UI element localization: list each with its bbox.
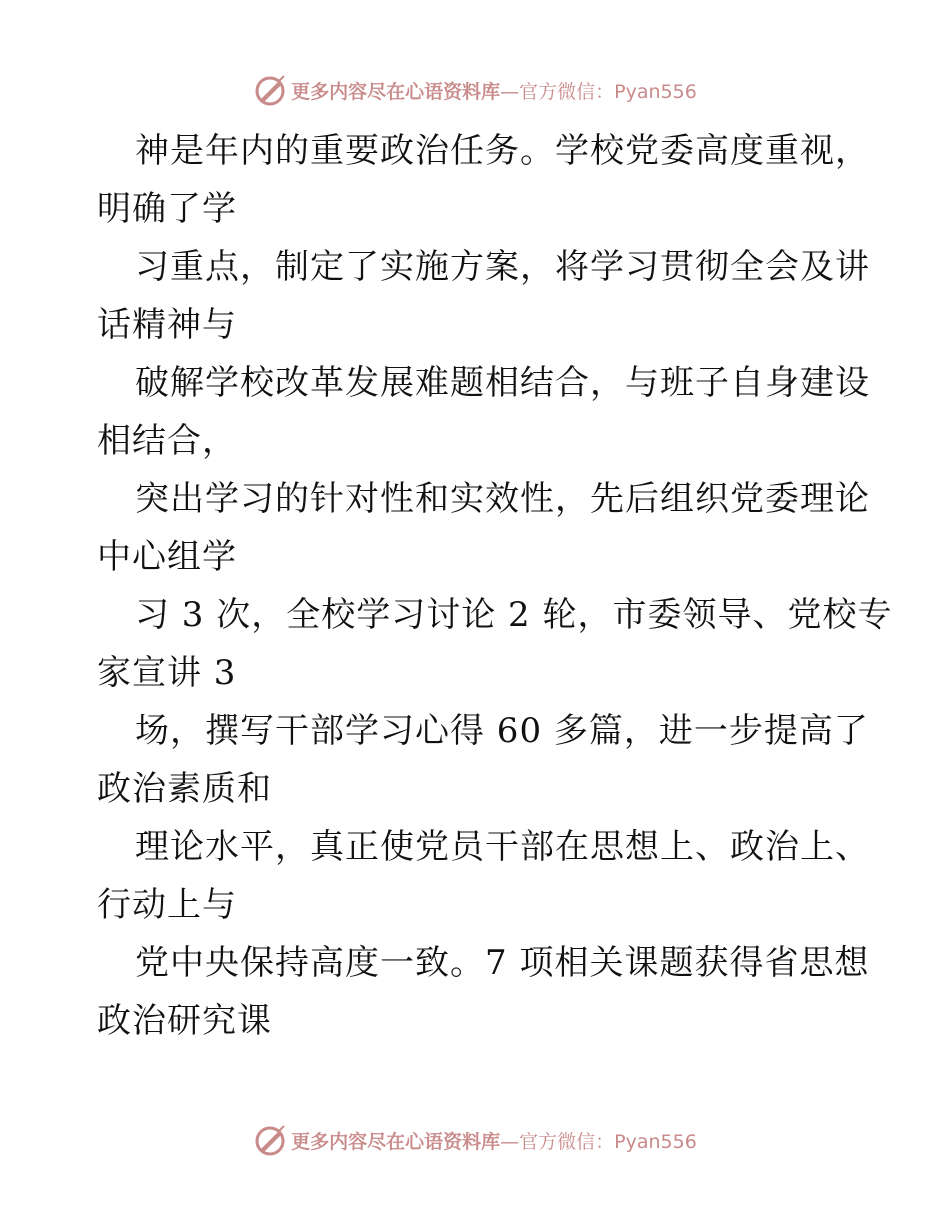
text-line: 场，撰写干部学习心得 60 多篇，进一步提高了 [135,711,869,751]
pen-logo-icon [253,73,287,107]
text-line: 习重点，制定了实施方案，将学习贯彻全会及讲 [135,247,870,287]
document-body [97,122,893,1050]
watermark-footer [0,1120,950,1160]
text-line: 党中央保持高度一致。7 项相关课题获得省思想 [135,943,870,983]
watermark-header [0,70,950,110]
text-line: 破解学校改革发展难题相结合，与班子自身建设 [135,363,870,403]
watermark-brand: 更多内容尽在心语资料库 [291,80,501,103]
text-line: 话精神与 [97,305,237,345]
text-line: 相结合， [97,421,237,461]
text-line: 行动上与 [97,885,237,925]
pen-logo-icon [253,1123,287,1157]
text-line: 理论水平，真正使党员干部在思想上、政治上、 [135,827,870,867]
text-line: 家宣讲 3 [97,653,237,693]
watermark-brand: 更多内容尽在心语资料库 [291,1130,501,1153]
watermark-contact: —官方微信：Pyan556 [500,80,697,103]
text-line: 政治研究课 [97,1001,272,1041]
text-line: 神是年内的重要政治任务。学校党委高度重视， [135,131,870,171]
watermark-contact: —官方微信：Pyan556 [500,1130,697,1153]
text-line: 习 3 次，全校学习讨论 2 轮，市委领导、党校专 [135,595,893,635]
text-line: 政治素质和 [97,769,272,809]
text-line: 突出学习的针对性和实效性，先后组织党委理论 [135,479,870,519]
text-line: 中心组学 [97,537,237,577]
text-line: 明确了学 [97,189,237,229]
